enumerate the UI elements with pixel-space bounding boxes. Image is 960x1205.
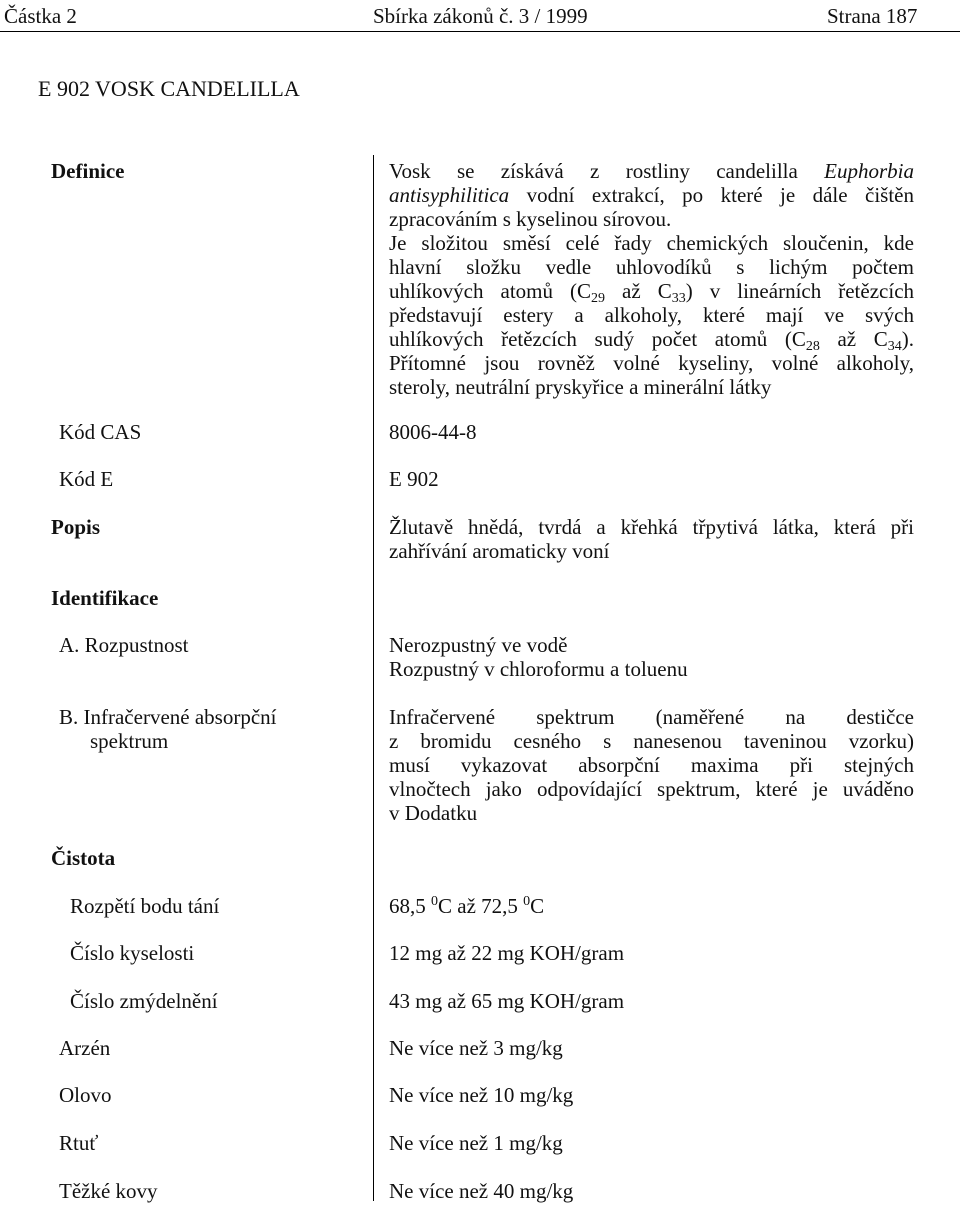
definice-line: Vosk se získává z rostliny candelilla Euphorbia xyxy=(389,159,914,183)
label-cislo-kyselosti: Číslo kyselosti xyxy=(70,941,195,965)
ir-line: z bromidu cesného s nanesenou taveninou vzorku) xyxy=(389,729,914,753)
label-cistota: Čistota xyxy=(51,846,116,870)
popis-text xyxy=(389,515,914,563)
ir-line: musí vykazovat absorpční maxima při stejných xyxy=(389,753,914,777)
label-rozpeti-bodu-tani: Rozpětí bodu tání xyxy=(70,894,220,918)
document-title: E 902 VOSK CANDELILLA xyxy=(38,76,300,101)
definice-line: Je složitou směsí celé řady chemických sloučenin, kde xyxy=(389,231,914,255)
value-olovo: Ne více než 10 mg/kg xyxy=(389,1083,574,1107)
definice-text xyxy=(389,159,914,399)
header-right: Strana 187 xyxy=(827,4,918,28)
label-cislo-zmydelneni: Číslo zmýdelnění xyxy=(70,989,218,1013)
value-arzen: Ne více než 3 mg/kg xyxy=(389,1036,563,1060)
label-ir-spektrum: B. Infračervené absorpční xyxy=(59,705,277,729)
label-olovo: Olovo xyxy=(59,1083,112,1107)
definice-line: uhlíkových řetězcích sudý počet atomů ($C_{28}$ až $C_{34}$). xyxy=(389,327,914,354)
definice-line: představují estery a alkoholy, které mají ve svých xyxy=(389,303,914,327)
rozpustnost-line: Rozpustný v chloroformu a toluenu xyxy=(389,657,688,681)
definice-line: zpracováním s kyselinou sírovou. xyxy=(389,207,672,231)
value-tezke-kovy: Ne více než 40 mg/kg xyxy=(389,1179,574,1203)
value-rozpeti-bodu-tani: 68,5 $^0$C až 72,5 $^0$C xyxy=(389,894,545,918)
label-definice: Definice xyxy=(51,159,125,183)
header-left: Částka 2 xyxy=(4,4,77,28)
label-rtut: Rtuť xyxy=(59,1131,99,1155)
column-divider xyxy=(373,155,374,1201)
label-ir-spektrum-line2: spektrum xyxy=(90,729,169,753)
definice-line: Přítomné jsou rovněž volné kyseliny, volné alkoholy, xyxy=(389,351,914,375)
label-kod-e: Kód E xyxy=(59,467,114,491)
ir-line: vlnočtech jako odpovídající spektrum, které je uváděno xyxy=(389,777,914,801)
value-rtut: Ne více než 1 mg/kg xyxy=(389,1131,563,1155)
header-rule xyxy=(0,31,960,32)
value-kod-e: E 902 xyxy=(389,467,439,491)
header-center: Sbírka zákonů č. 3 / 1999 xyxy=(373,4,588,28)
ir-line: v Dodatku xyxy=(389,801,478,825)
label-identifikace: Identifikace xyxy=(51,586,159,610)
definice-line: antisyphilitica vodní extrakcí, po které je dále čištěn xyxy=(389,183,914,207)
label-kod-cas: Kód CAS xyxy=(59,420,142,444)
definice-line: hlavní složku vedle uhlovodíků s lichým počtem xyxy=(389,255,914,279)
popis-line: zahřívání aromaticky voní xyxy=(389,539,610,563)
popis-line: Žlutavě hnědá, tvrdá a křehká třpytivá látka, která při xyxy=(389,515,914,539)
definice-line: steroly, neutrální pryskyřice a minerální látky xyxy=(389,375,772,399)
label-rozpustnost: A. Rozpustnost xyxy=(59,633,189,657)
ir-text xyxy=(389,705,914,825)
value-cislo-kyselosti: 12 mg až 22 mg KOH/gram xyxy=(389,941,625,965)
definice-line: uhlíkových atomů ($C_{29}$ až $C_{33}$) v lineárních řetězcích xyxy=(389,279,915,306)
label-tezke-kovy: Těžké kovy xyxy=(59,1179,158,1203)
rozpustnost-line: Nerozpustný ve vodě xyxy=(389,633,568,657)
value-kod-cas: 8006-44-8 xyxy=(389,420,477,444)
label-popis: Popis xyxy=(51,515,101,539)
ir-line: Infračervené spektrum (naměřené na destičce xyxy=(389,705,914,729)
value-cislo-zmydelneni: 43 mg až 65 mg KOH/gram xyxy=(389,989,625,1013)
label-arzen: Arzén xyxy=(59,1036,111,1060)
